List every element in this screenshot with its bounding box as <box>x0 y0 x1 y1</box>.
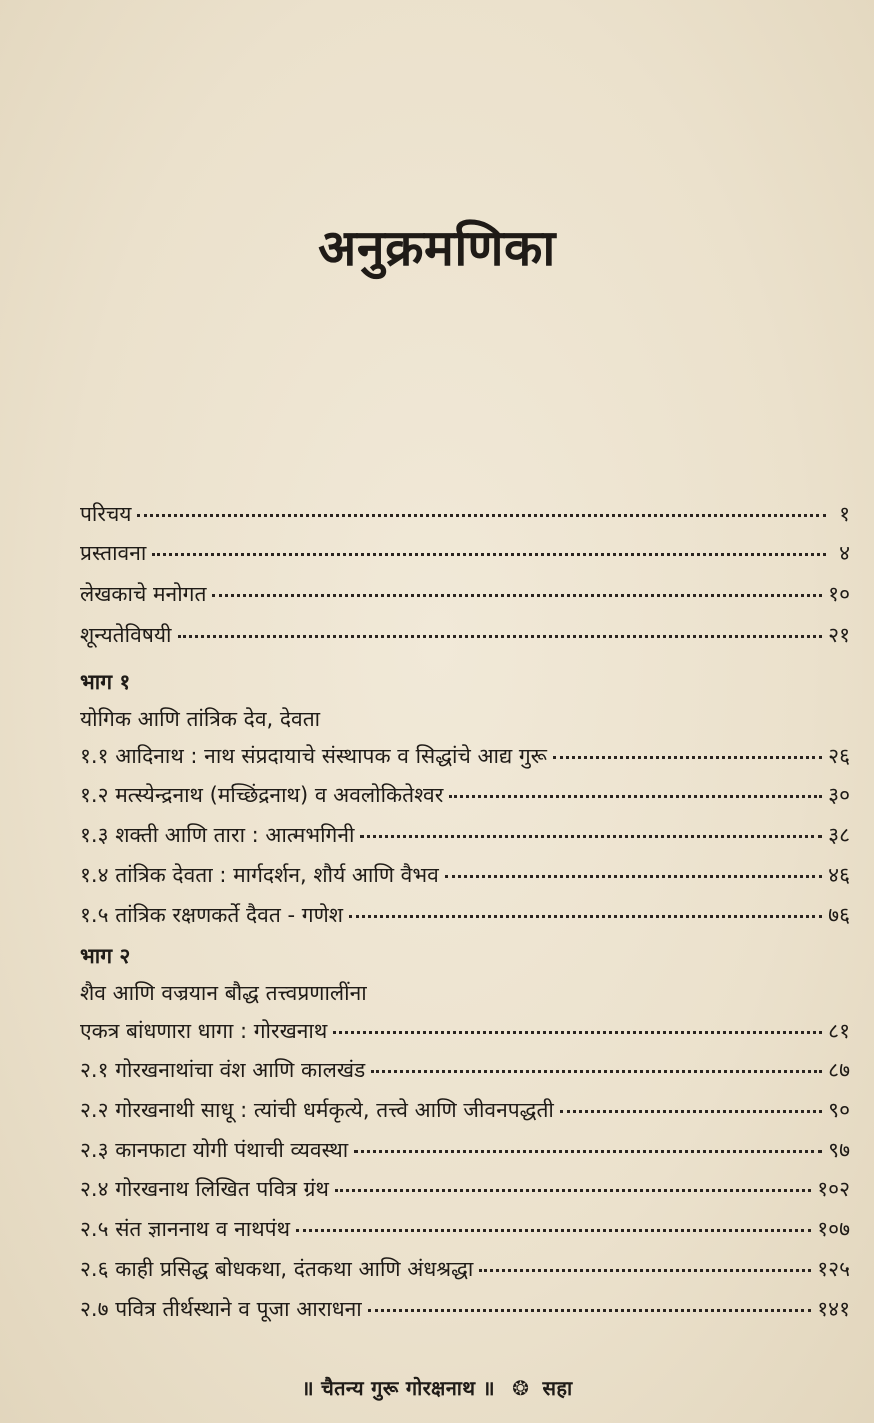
dot-leader <box>368 1308 811 1312</box>
dot-leader <box>296 1228 811 1232</box>
toc-entry <box>80 539 850 567</box>
dot-leader <box>445 874 822 878</box>
toc-entry <box>80 580 850 608</box>
toc-entry-page: ४६ <box>828 863 850 887</box>
toc-entry-page: ३८ <box>828 823 850 847</box>
toc-entry-page: १२५ <box>817 1257 850 1281</box>
page-title: अनुक्रमणिका <box>318 219 556 277</box>
toc-entry-label: २.६ काही प्रसिद्ध बोधकथा, दंतकथा आणि अंधश्रद्धा <box>80 1257 474 1281</box>
dot-leader <box>137 513 826 517</box>
toc-entry-page: ३० <box>828 783 850 807</box>
footer-page-number: सहा <box>542 1376 573 1400</box>
dot-leader <box>335 1188 811 1192</box>
dot-leader <box>349 914 822 918</box>
toc-entry <box>80 1255 850 1283</box>
toc-entry-page: १० <box>828 582 850 606</box>
toc-entry-page: ८१ <box>828 1019 850 1043</box>
toc-entry-page: ९० <box>828 1098 850 1122</box>
dot-leader <box>479 1268 811 1272</box>
part-subtitle: शैव आणि वज्रयान बौद्ध तत्त्वप्रणालींना <box>80 981 367 1005</box>
dot-leader <box>449 794 822 798</box>
toc-entry-label: १.२ मत्स्येन्द्रनाथ (मच्छिंद्रनाथ) व अवलोकितेश्वर <box>80 783 444 807</box>
toc-entry <box>80 1017 850 1045</box>
toc-entry-label: २.७ पवित्र तीर्थस्थाने व पूजा आराधना <box>80 1297 362 1321</box>
toc-entry <box>80 1136 850 1164</box>
toc-entry-label: १.१ आदिनाथ : नाथ संप्रदायाचे संस्थापक व सिद्धांचे आद्य गुरू <box>80 744 547 768</box>
dot-leader <box>553 755 822 759</box>
toc-entry-label: २.३ कानफाटा योगी पंथाची व्यवस्था <box>80 1138 349 1162</box>
toc-entry <box>80 781 850 809</box>
toc-entry-page: १४१ <box>817 1297 850 1321</box>
toc-entry-label: २.४ गोरखनाथ लिखित पवित्र ग्रंथ <box>80 1177 329 1201</box>
dot-leader <box>178 634 823 638</box>
running-footer <box>0 1374 874 1401</box>
toc-entry-page: ४ <box>839 541 850 565</box>
dot-leader <box>360 834 822 838</box>
toc-entry-page: १०७ <box>817 1217 850 1241</box>
part-subtitle: योगिक आणि तांत्रिक देव, देवता <box>80 707 321 731</box>
toc-entry-page: २६ <box>828 744 850 768</box>
toc-entry-label: १.४ तांत्रिक देवता : मार्गदर्शन, शौर्य आणि वैभव <box>80 863 439 887</box>
toc-entry-page: ९७ <box>828 1138 850 1162</box>
sun-emblem-icon: ❂ <box>512 1376 530 1400</box>
toc-entry <box>80 742 850 770</box>
toc-entry-page: १०२ <box>817 1177 850 1201</box>
toc-entry-label: एकत्र बांधणारा धागा : गोरखनाथ <box>80 1019 328 1043</box>
toc-entry-label: १.५ तांत्रिक रक्षणकर्ते दैवत - गणेश <box>80 903 344 927</box>
dot-leader <box>333 1030 822 1034</box>
toc-entry <box>80 1295 850 1323</box>
toc-entry-label: परिचय <box>80 502 132 526</box>
toc-entry-label: २.१ गोरखनाथांचा वंश आणि कालखंड <box>80 1058 366 1082</box>
toc-entry-label: प्रस्तावना <box>80 541 147 565</box>
toc-entry-page: ७६ <box>828 903 850 927</box>
toc-entry <box>80 861 850 889</box>
dot-leader <box>560 1109 822 1113</box>
toc-entry <box>80 1096 850 1124</box>
part-heading: भाग १ <box>80 670 131 694</box>
part-heading: भाग २ <box>80 944 131 968</box>
toc-entry-page: १ <box>839 502 850 526</box>
toc-entry <box>80 1175 850 1203</box>
toc-entry <box>80 621 850 649</box>
toc-entry <box>80 901 850 929</box>
footer-book-title: ॥ चैतन्य गुरू गोरक्षनाथ ॥ <box>301 1376 495 1400</box>
toc-entry <box>80 500 850 528</box>
toc-entry-page: ८७ <box>828 1058 850 1082</box>
dot-leader <box>152 552 826 556</box>
toc-entry-label: १.३ शक्ती आणि तारा : आत्मभगिनी <box>80 823 355 847</box>
toc-entry-label: २.२ गोरखनाथी साधू : त्यांची धर्मकृत्ये, तत्त्वे आणि जीवनपद्धती <box>80 1098 554 1122</box>
dot-leader <box>354 1149 822 1153</box>
toc-entry-label: लेखकाचे मनोगत <box>80 582 207 606</box>
dot-leader <box>371 1069 822 1073</box>
toc-entry-page: २१ <box>828 623 850 647</box>
toc-entry <box>80 821 850 849</box>
toc-entry <box>80 1215 850 1243</box>
toc-entry-label: २.५ संत ज्ञाननाथ व नाथपंथ <box>80 1217 290 1241</box>
toc-entry-label: शून्यतेविषयी <box>80 623 172 647</box>
dot-leader <box>212 593 822 597</box>
toc-entry <box>80 1056 850 1084</box>
